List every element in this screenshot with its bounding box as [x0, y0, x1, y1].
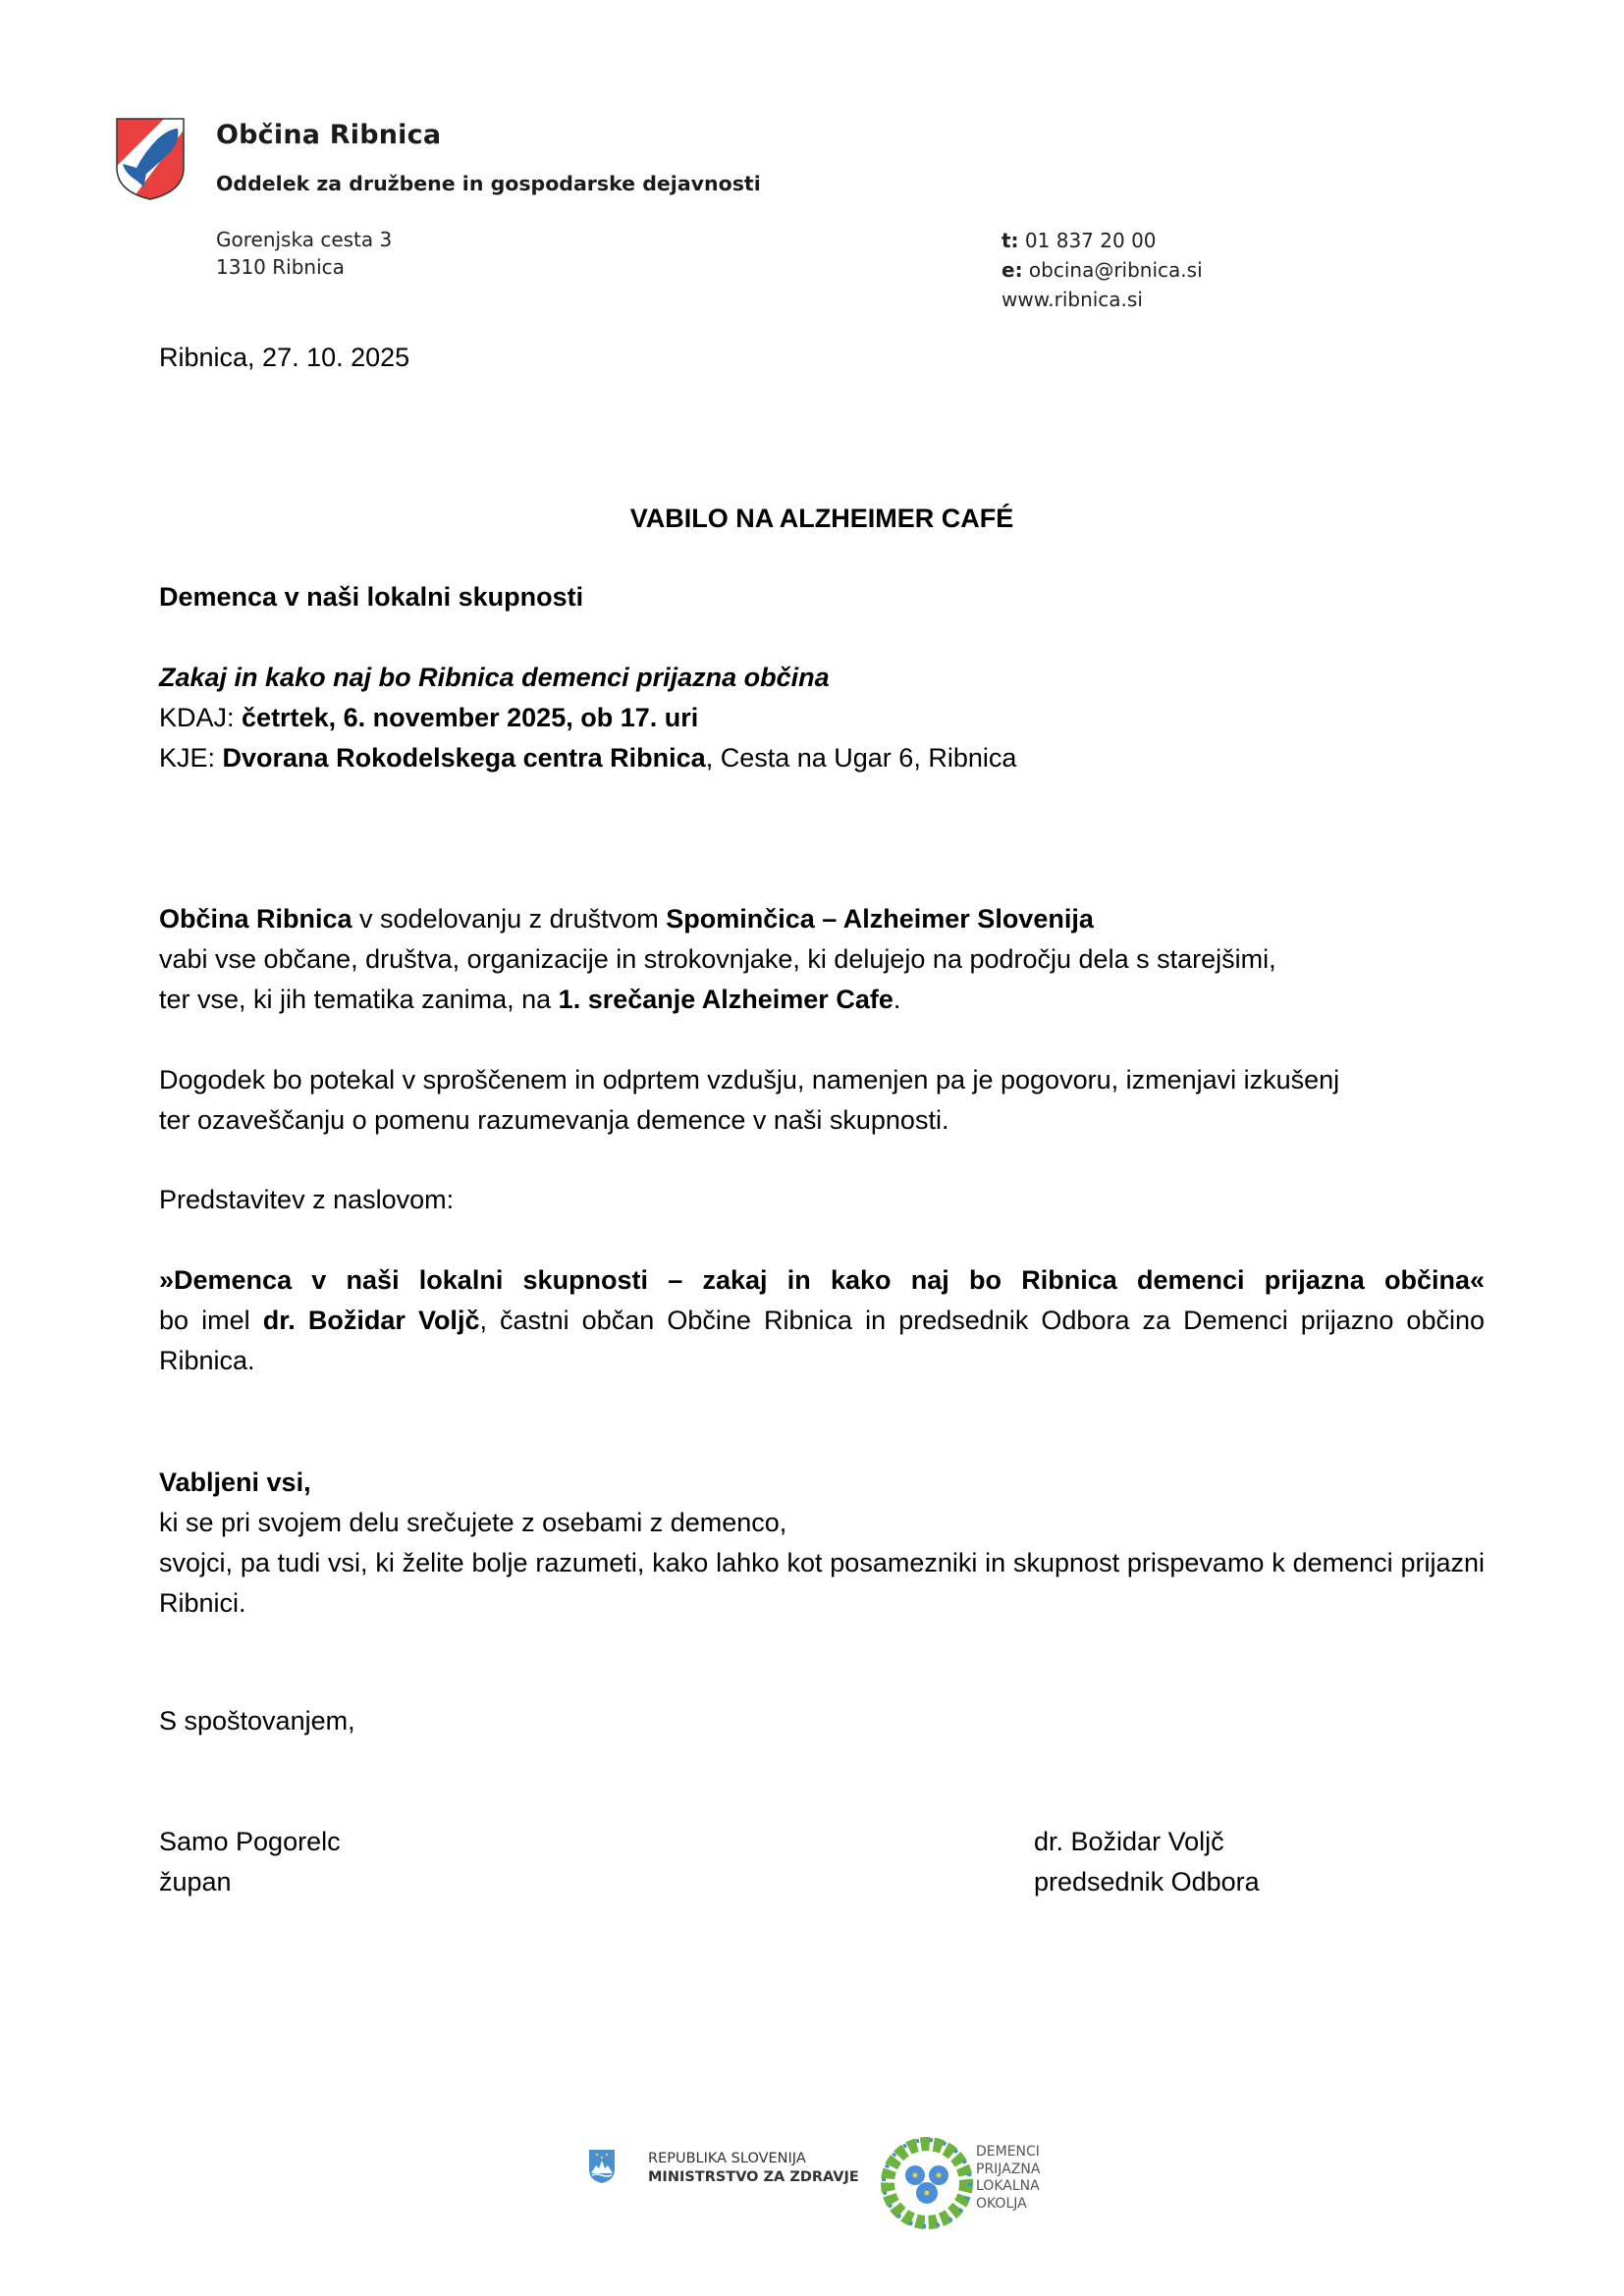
presentation-label: Predstavitev z naslovom: [159, 1185, 455, 1214]
website-link[interactable]: www.ribnica.si [1001, 288, 1143, 311]
organization-name: Občina Ribnica [216, 120, 442, 150]
subheading: Demenca v naši lokalni skupnosti [159, 582, 584, 612]
where-venue: Dvorana Rokodelskega centra Ribnica [222, 743, 706, 773]
meeting-bold: 1. srečanje Alzheimer Cafe [558, 985, 893, 1014]
welcome-heading: Vabljeni vsi, [159, 1468, 311, 1497]
department-name: Oddelek za družbene in gospodarske dejavnosti [216, 172, 761, 195]
presentation-title: »Demenca v naši lokalni skupnosti – zakaj in kako naj bo Ribnica demenci prijazna občina« [159, 1265, 1485, 1295]
address-street: Gorenjska cesta 3 [216, 228, 393, 251]
event-where [159, 738, 1016, 778]
where-address: , Cesta na Ugar 6, Ribnica [705, 743, 1017, 773]
dementia-friendly-logo-text [976, 2144, 1040, 2213]
dpo-line: LOKALNA [976, 2178, 1040, 2194]
letter-date: Ribnica, 27. 10. 2025 [159, 343, 410, 372]
phone-line [1001, 226, 1203, 255]
email-label: e: [1001, 258, 1023, 282]
event-tagline: Zakaj in kako naj bo Ribnica demenci prijazna občina [159, 663, 830, 692]
welcome-paragraph [159, 1463, 1485, 1624]
invitation-line-3 [159, 980, 1485, 1020]
description-line-2: ter ozaveščanju o pomenu razumevanja demence v naši skupnosti. [159, 1105, 949, 1135]
invitation-line-2: vabi vse občane, društva, organizacije in strokovnjake, ki delujejo na področju dela s starejšimi, [159, 944, 1276, 974]
signatory-role: župan [159, 1867, 232, 1896]
invitation-text: . [893, 985, 901, 1014]
ministry-line-2: MINISTRSTVO ZA ZDRAVJE [648, 2169, 859, 2185]
event-when [159, 698, 1016, 738]
address-block [216, 226, 392, 281]
signatory-name: Samo Pogorelc [159, 1827, 341, 1856]
ribnica-coat-of-arms-icon [115, 117, 186, 201]
signatory-name: dr. Božidar Voljč [1034, 1827, 1224, 1856]
slovenia-coat-of-arms-icon [587, 2148, 617, 2185]
signatory-role: predsednik Odbora [1034, 1867, 1260, 1896]
speaker-pre: bo imel [159, 1306, 263, 1335]
contact-block [1001, 226, 1203, 314]
address-city: 1310 Ribnica [216, 255, 345, 279]
org-bold: Občina Ribnica [159, 904, 352, 934]
signature-mayor [159, 1822, 341, 1902]
email-line [1001, 255, 1203, 285]
event-details [159, 658, 1016, 778]
document-title: VABILO NA ALZHEIMER CAFÉ [629, 504, 1014, 533]
speaker-name: dr. Božidar Voljč [262, 1306, 480, 1335]
phone-number: 01 837 20 00 [1018, 229, 1157, 252]
description-paragraph [159, 1060, 1485, 1141]
dpo-line: PRIJAZNA [976, 2161, 1041, 2177]
signature-committee-president [1034, 1822, 1260, 1902]
welcome-line-2: svojci, pa tudi vsi, ki želite bolje razumeti, kako lahko kot posamezniki in skupnost prispevamo k demenci prijazni Ribnici. [159, 1548, 1485, 1618]
email-link[interactable]: obcina@ribnica.si [1022, 258, 1203, 282]
speaker-description: , častni občan Občine Ribnica in predsednik Odbora za Demenci prijazno občino Ribnica. [159, 1306, 1485, 1375]
where-label: KJE: [159, 743, 223, 773]
invitation-text: v sodelovanju z društvom [352, 904, 667, 934]
closing-salutation: S spoštovanjem, [159, 1706, 355, 1735]
invitation-paragraph [159, 899, 1485, 1020]
dpo-line: OKOLJA [976, 2195, 1027, 2212]
invitation-text: ter vse, ki jih tematika zanima, na [159, 985, 559, 1014]
phone-label: t: [1001, 229, 1019, 252]
description-line-1: Dogodek bo potekal v sproščenem in odprtem vzdušju, namenjen pa je pogovoru, izmenjavi izkušenj [159, 1065, 1340, 1095]
ministry-of-health-logo [648, 2150, 859, 2187]
partner-bold: Spominčica – Alzheimer Slovenija [666, 904, 1094, 934]
when-value: četrtek, 6. november 2025, ob 17. uri [242, 703, 699, 732]
forget-me-not-community-logo-icon [880, 2136, 974, 2230]
ministry-line-1: REPUBLIKA SLOVENIJA [648, 2151, 806, 2166]
invitation-line-1 [159, 899, 1485, 939]
when-label: KDAJ: [159, 703, 243, 732]
welcome-line-1: ki se pri svojem delu srečujete z osebami z demenco, [159, 1508, 787, 1537]
dpo-line: DEMENCI [976, 2144, 1040, 2160]
presentation-paragraph [159, 1260, 1485, 1381]
